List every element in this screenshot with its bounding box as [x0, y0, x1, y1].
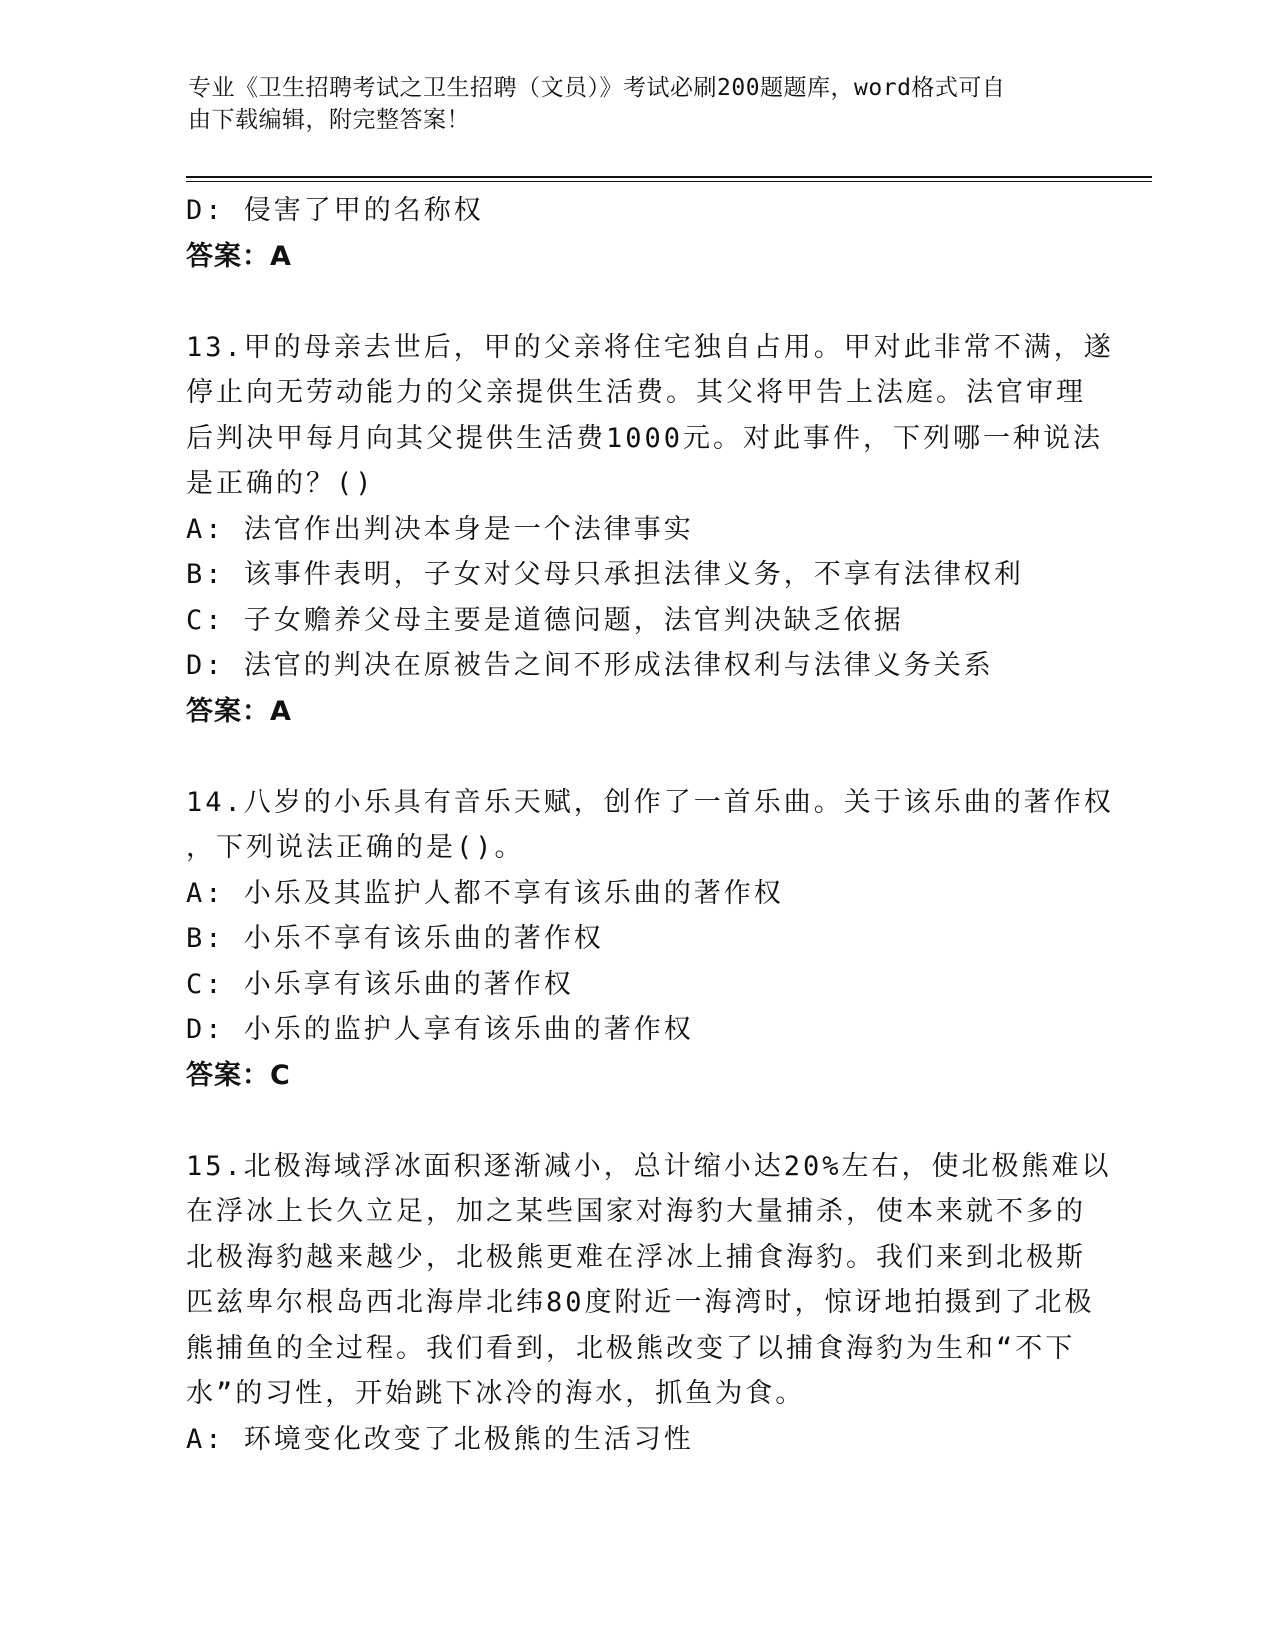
header-line: 专业《卫生招聘考试之卫生招聘（文员）》考试必刷200题题库，word格式可自 — [188, 75, 1006, 101]
question-15 — [186, 1144, 1112, 1463]
question-stem-line: 北极海豹越来越少，北极熊更难在浮冰上捕食海豹。我们来到北极斯 — [186, 1241, 1086, 1273]
question-stem-line: 15.北极海域浮冰面积逐渐减小，总计缩小达20%左右，使北极熊难以 — [186, 1150, 1112, 1182]
question-13 — [186, 325, 1114, 735]
spacer — [186, 734, 1086, 780]
option-c: C: 子女赡养父母主要是道德问题，法官判决缺乏依据 — [186, 604, 904, 636]
question-14 — [186, 780, 1114, 1099]
question-stem-line: ，下列说法正确的是()。 — [186, 832, 525, 863]
option-a: A: 小乐及其监护人都不享有该乐曲的著作权 — [186, 877, 784, 909]
question-content — [186, 188, 1114, 1462]
answer-line: 答案：A — [186, 240, 292, 272]
option-a: A: 法官作出判决本身是一个法律事实 — [186, 513, 694, 545]
question-stem-line: 停止向无劳动能力的父亲提供生活费。其父将甲告上法庭。法官审理 — [186, 377, 1086, 408]
option-d: D: 法官的判决在原被告之间不形成法律权利与法律义务关系 — [186, 650, 994, 681]
answer-line: 答案：A — [186, 695, 292, 727]
spacer — [186, 1098, 1086, 1144]
page-header — [188, 72, 1068, 136]
question-stem-line: 匹兹卑尔根岛西北海岸北纬80度附近一海湾时，惊讶地拍摄到了北极 — [186, 1287, 1095, 1318]
question-12-tail — [186, 188, 1086, 279]
answer-line: 答案：C — [186, 1059, 291, 1091]
option-d: D: 侵害了甲的名称权 — [186, 195, 484, 226]
question-stem-line: 水”的习性，开始跳下冰冷的海水，抓鱼为食。 — [186, 1378, 806, 1409]
question-stem-line: 13.甲的母亲去世后，甲的父亲将住宅独自占用。甲对此非常不满，遂 — [186, 331, 1114, 363]
option-a: A: 环境变化改变了北极熊的生活习性 — [186, 1423, 694, 1455]
option-d: D: 小乐的监护人享有该乐曲的著作权 — [186, 1014, 694, 1045]
option-c: C: 小乐享有该乐曲的著作权 — [186, 968, 574, 1000]
question-stem-line: 后判决甲每月向其父提供生活费1000元。对此事件，下列哪一种说法 — [186, 422, 1104, 454]
question-stem-line: 是正确的？() — [186, 468, 375, 499]
header-line: 由下载编辑，附完整答案！ — [188, 107, 470, 133]
spacer — [186, 279, 1086, 325]
option-b: B: 小乐不享有该乐曲的著作权 — [186, 923, 604, 954]
question-stem-line: 14.八岁的小乐具有音乐天赋，创作了一首乐曲。关于该乐曲的著作权 — [186, 786, 1114, 818]
header-rule-thin — [186, 181, 1152, 182]
option-b: B: 该事件表明，子女对父母只承担法律义务，不享有法律权利 — [186, 559, 1024, 590]
question-stem-line: 在浮冰上长久立足，加之某些国家对海豹大量捕杀，使本来就不多的 — [186, 1196, 1086, 1227]
header-rule — [186, 176, 1152, 178]
question-stem-line: 熊捕鱼的全过程。我们看到，北极熊改变了以捕食海豹为生和“不下 — [186, 1332, 1076, 1364]
